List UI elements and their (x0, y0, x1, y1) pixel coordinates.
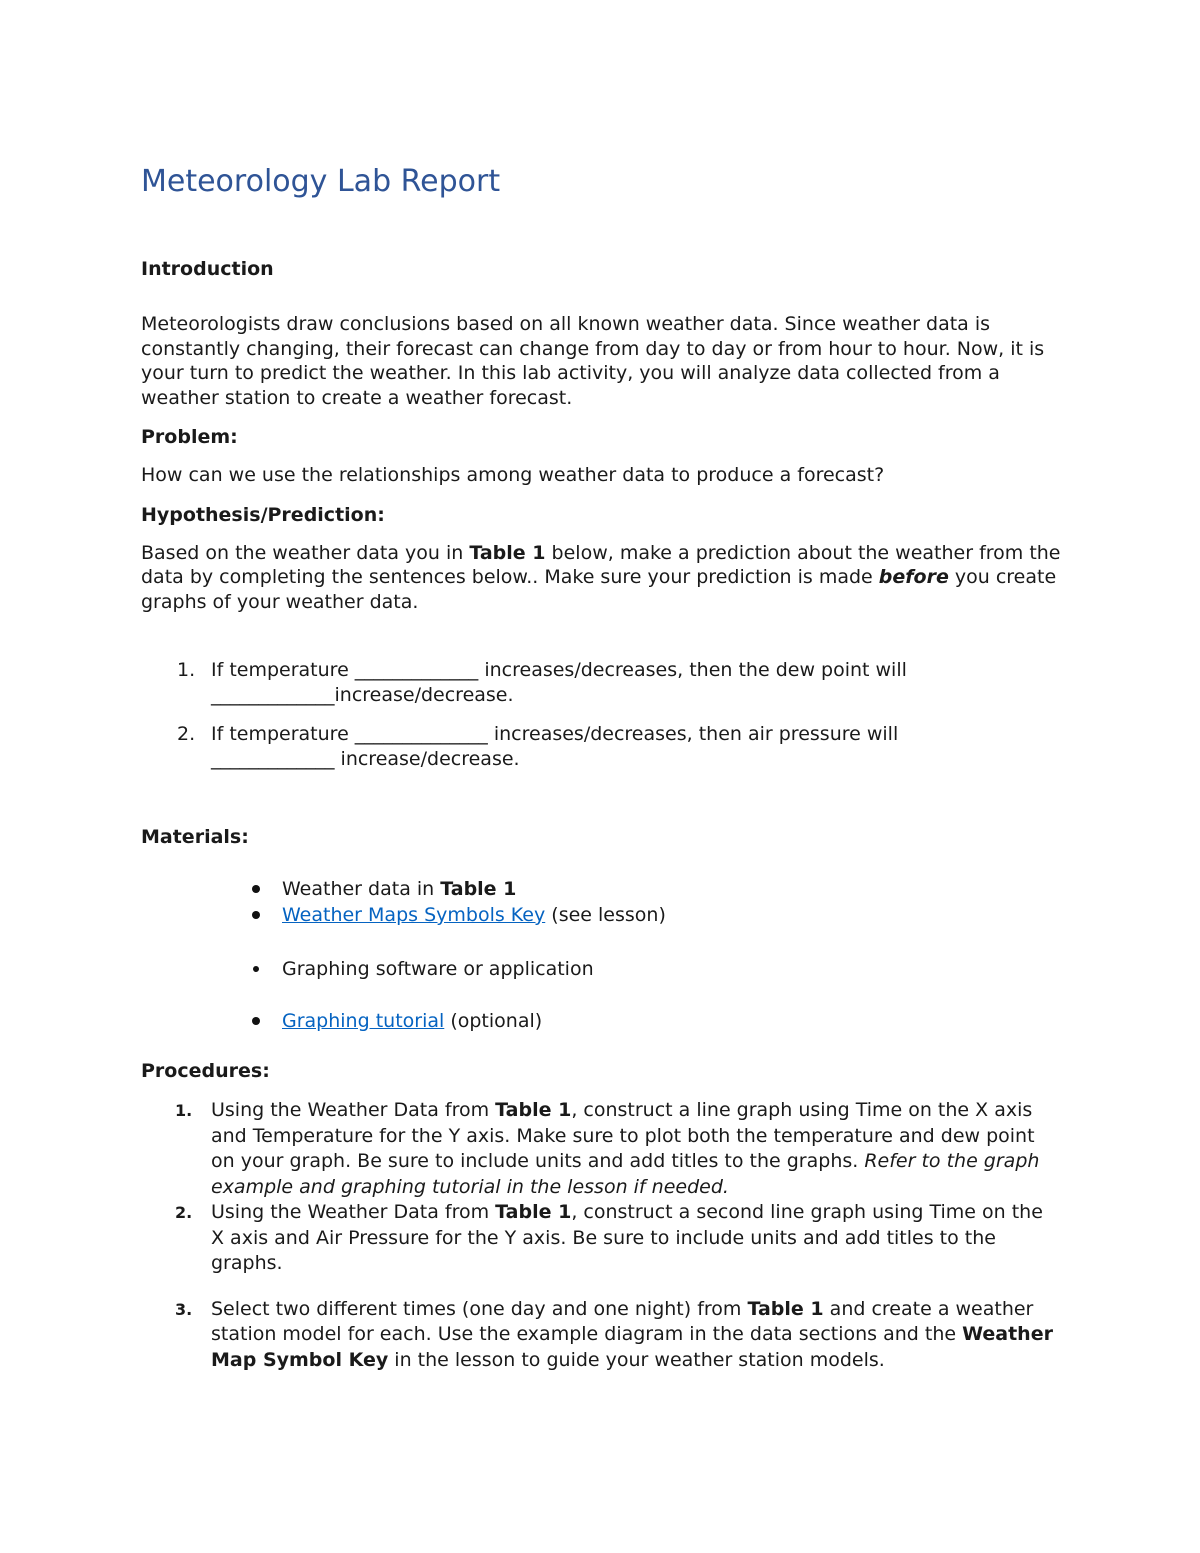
symbol-key-reference: Weather Map Symbol Key (211, 1323, 1053, 1371)
procedure-text: Select two different times (one day and one night) from (211, 1297, 748, 1320)
bullet-icon (252, 1017, 260, 1025)
list-number: 3. (175, 1299, 193, 1319)
table-reference: Table 1 (495, 1099, 572, 1121)
list-number: 2. (177, 723, 196, 745)
materials-item-text: (see lesson) (545, 904, 666, 926)
procedure-step (175, 1297, 1061, 1374)
prediction-list (141, 658, 1061, 772)
materials-item (282, 1008, 1061, 1034)
prediction-line: If temperature _____________ increases/decreases, then the dew point will (211, 659, 907, 681)
emphasis-before: before (878, 566, 949, 588)
procedure-text: Using the Weather Data from (211, 1201, 496, 1223)
hypothesis-heading: Hypothesis/Prediction: (141, 503, 385, 526)
page-title: Meteorology Lab Report (141, 164, 501, 199)
materials-heading: Materials: (141, 826, 249, 848)
table-reference: Table 1 (747, 1297, 824, 1320)
bullet-icon (253, 966, 259, 972)
materials-item-text: (optional) (444, 1010, 543, 1032)
materials-item (282, 902, 1061, 928)
prediction-item (177, 722, 1061, 772)
materials-item (282, 956, 1061, 982)
document-page (141, 160, 1061, 1373)
procedure-text: and create a weather station model for each. Use the example diagram in the data sections and the (211, 1297, 1034, 1345)
procedures-list (141, 1098, 1061, 1373)
list-number: 1. (175, 1101, 193, 1120)
materials-item (282, 876, 1061, 902)
procedure-text: in the lesson to guide your weather station models. (388, 1348, 885, 1371)
procedure-step (175, 1200, 1061, 1277)
prediction-item (177, 658, 1061, 708)
table-reference: Table 1 (495, 1201, 572, 1223)
hypothesis-text-part: below, make a prediction about the weather from the data by completing the sentences below.. Make sure your prediction is made (141, 541, 1061, 588)
bullet-icon (252, 911, 260, 919)
procedure-text: Using the Weather Data from (211, 1099, 496, 1121)
bullet-icon (252, 885, 260, 893)
procedure-step (175, 1098, 1061, 1200)
problem-text: How can we use the relationships among weather data to produce a forecast? (141, 464, 885, 486)
weather-maps-symbols-key-link[interactable]: Weather Maps Symbols Key (282, 904, 546, 926)
materials-item-text: Weather data in (282, 878, 441, 900)
procedure-text: , construct a second line graph using Time on the X axis and Air Pressure for the Y axis. Be sure to include units and add titles to the graphs. (211, 1201, 1043, 1274)
hypothesis-text-part: Based on the weather data you in (141, 541, 470, 564)
introduction-text: Meteorologists draw conclusions based on all known weather data. Since weather data is constantly changing, their forecast can change from day to day or from hour to hour. Now, it is your turn to predict the weather. In this lab activity, you will analyze data collected from a weather station to create a weather forecast. (141, 313, 1045, 409)
prediction-line: _____________ increase/decrease. (211, 748, 520, 770)
hypothesis-text (141, 541, 1061, 615)
problem-heading: Problem: (141, 426, 238, 448)
table-reference: Table 1 (440, 878, 517, 900)
procedures-heading: Procedures: (141, 1060, 270, 1082)
procedure-note: Refer to the graph example and graphing tutorial in the lesson if needed. (211, 1150, 1040, 1198)
prediction-line: _____________increase/decrease. (211, 684, 514, 706)
table-reference: Table 1 (469, 541, 546, 564)
introduction-heading: Introduction (141, 258, 274, 280)
materials-list (141, 876, 1061, 1034)
prediction-line: If temperature ______________ increases/decreases, then air pressure will (211, 723, 899, 745)
hypothesis-text-part: you create graphs of your weather data. (141, 566, 1057, 613)
materials-item-text: Graphing software or application (282, 958, 594, 980)
list-number: 1. (177, 659, 196, 681)
list-number: 2. (175, 1203, 193, 1222)
graphing-tutorial-link[interactable]: Graphing tutorial (282, 1010, 445, 1032)
procedure-text: , construct a line graph using Time on the X axis and Temperature for the Y axis. Make sure to plot both the temperature and dew point on your graph. Be sure to include units and add titles to the graphs. (211, 1099, 1035, 1172)
